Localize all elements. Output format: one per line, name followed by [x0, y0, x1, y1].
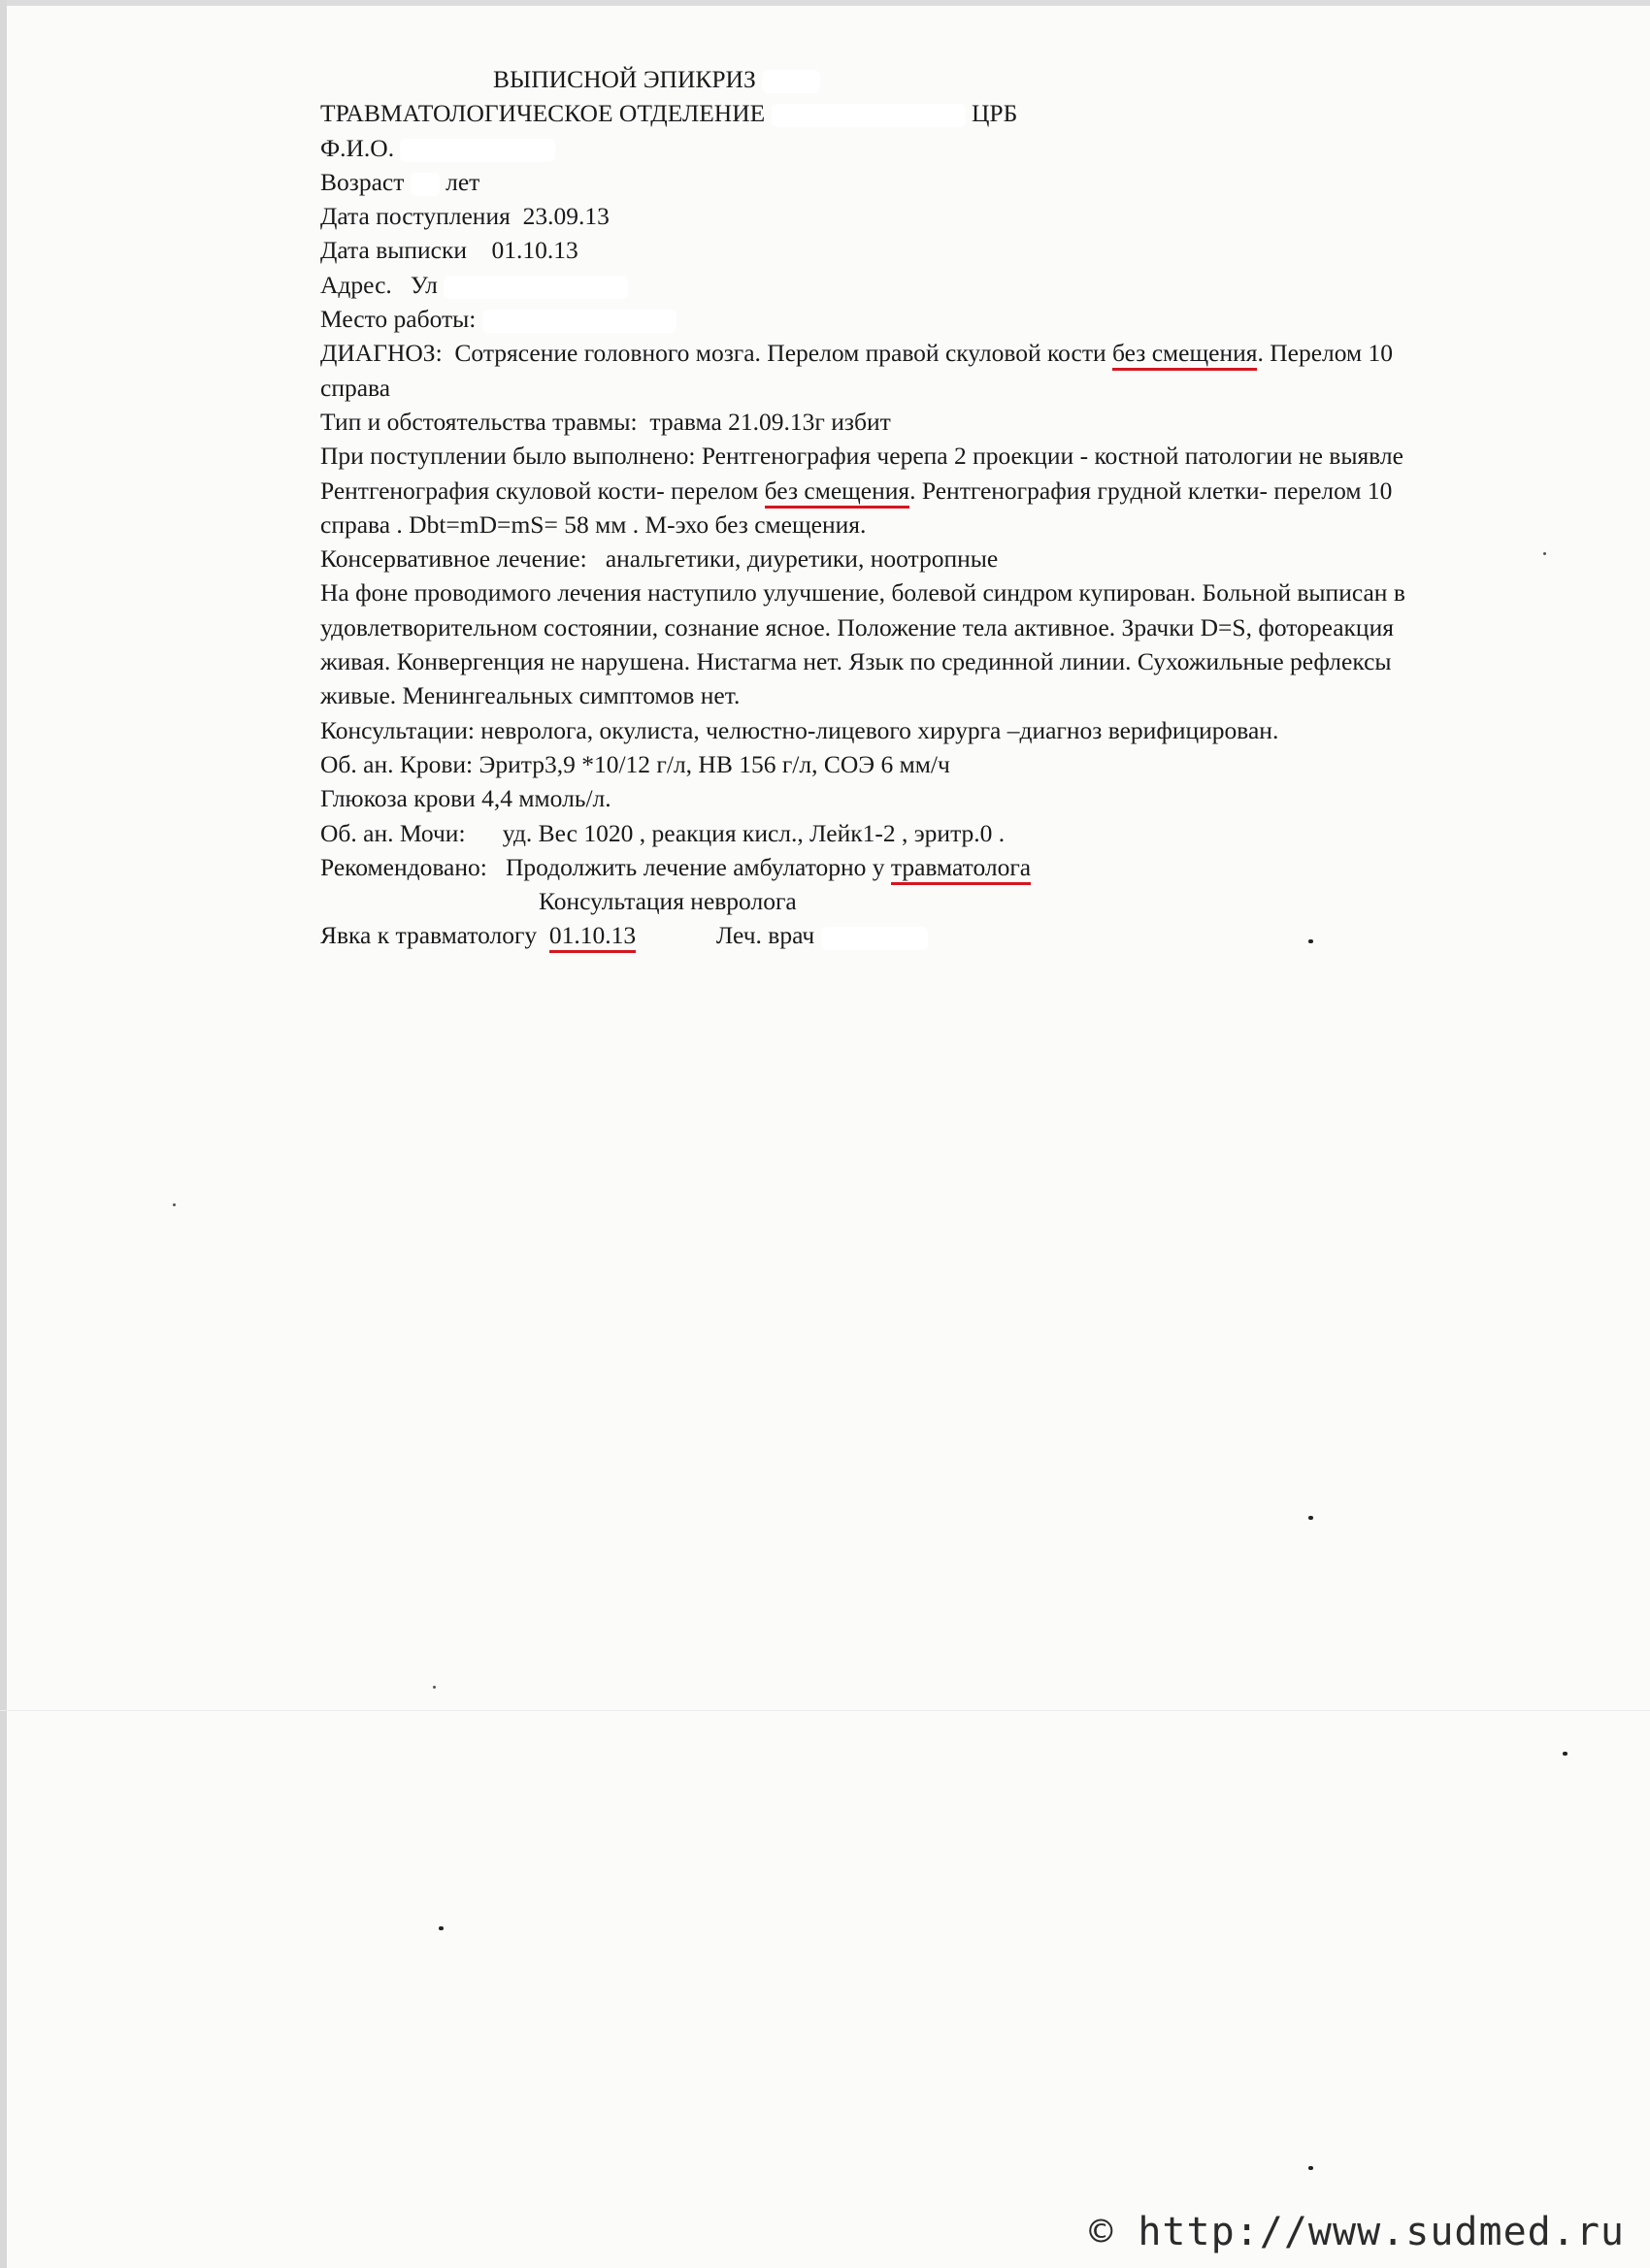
diagnosis-underlined: без смещения: [1112, 339, 1257, 371]
course-text: удовлетворительном состоянии, сознание ясное. Положение тела активное. Зрачки D=S, фотореакция: [320, 612, 1394, 641]
xray-line: [320, 474, 1611, 508]
treatment-label: Консервативное лечение:: [320, 544, 587, 574]
diagnosis-cont: справа: [320, 373, 391, 402]
doctor-label: Леч. врач: [715, 921, 815, 950]
visit-label: Явка к травматологу: [320, 921, 538, 950]
age-unit: лет: [446, 167, 480, 196]
diagnosis-label: ДИАГНОЗ:: [320, 339, 443, 368]
fio-line: [320, 131, 1611, 165]
hospital-abbr: ЦРБ: [971, 99, 1018, 128]
treatment-line: [320, 542, 1611, 575]
redaction: [400, 139, 555, 162]
diagnosis-cont-line: [320, 371, 1611, 405]
discharge-label: Дата выписки: [320, 236, 468, 265]
course-line: [320, 644, 1611, 678]
urine-label: Об. ан. Мочи:: [320, 818, 466, 847]
scan-speck: [439, 1926, 444, 1930]
injury-text: травма 21.09.13г избит: [649, 407, 891, 436]
urine-line: [320, 816, 1611, 850]
scan-speck: [1308, 939, 1313, 943]
diagnosis-line: [320, 336, 1611, 370]
address-line: [320, 268, 1611, 302]
discharge-date: 01.10.13: [491, 236, 578, 265]
scan-speck: [173, 1203, 176, 1206]
admission-label: Дата поступления: [320, 202, 511, 231]
scan-speck: [433, 1686, 436, 1689]
recommended-label: Рекомендовано:: [320, 852, 487, 881]
diagnosis-text: Сотрясение головного мозга. Перелом правой скуловой кости: [454, 339, 1106, 368]
fio-label: Ф.И.О.: [320, 133, 395, 162]
scan-speck: [1308, 2166, 1313, 2170]
paper-fold-line: [0, 1710, 1650, 1711]
course-line: [320, 575, 1611, 609]
recommended-text: Продолжить лечение амбулаторно у: [505, 852, 885, 881]
age-label: Возраст: [320, 167, 405, 196]
course-line: [320, 678, 1611, 712]
age-line: [320, 165, 1611, 199]
admission-line: [320, 199, 1611, 233]
visit-line: [320, 918, 1611, 952]
redaction: [444, 276, 628, 299]
scan-speck: [1543, 552, 1546, 555]
admission-date: 23.09.13: [522, 202, 610, 231]
admission-exams: При поступлении было выполнено: Рентгенография черепа 2 проекции - костной патологии не выявле: [320, 442, 1403, 471]
discharge-line: [320, 233, 1611, 267]
address-street-prefix: Ул: [410, 270, 438, 299]
course-text: живая. Конвергенция не нарушена. Нистагма нет. Язык по срединной линии. Сухожильные рефлексы: [320, 647, 1392, 676]
workplace-line: [320, 302, 1611, 336]
glucose-line: [320, 781, 1611, 815]
course-text: На фоне проводимого лечения наступило улучшение, болевой синдром купирован. Больной выписан в: [320, 578, 1405, 608]
address-label: Адрес.: [320, 270, 392, 299]
injury-label: Тип и обстоятельства травмы:: [320, 407, 638, 436]
urine-text: уд. Вес 1020 , реакция кисл., Лейк1-2 , эритр.0 .: [502, 818, 1006, 847]
department-name: ТРАВМАТОЛОГИЧЕСКОЕ ОТДЕЛЕНИЕ: [320, 99, 766, 128]
consult-line: [320, 713, 1611, 747]
treatment-text: анальгетики, диуретики, ноотропные: [605, 544, 999, 574]
blood-line: [320, 747, 1611, 781]
visit-date: 01.10.13: [549, 921, 636, 952]
xray-underlined: без смещения: [765, 477, 909, 509]
document-title: ВЫПИСНОЙ ЭПИКРИЗ: [493, 65, 756, 93]
redaction: [482, 310, 676, 333]
watermark: © http://www.sudmed.ru: [1089, 2210, 1625, 2254]
workplace-label: Место работы:: [320, 305, 477, 334]
scan-speck: [1308, 1516, 1313, 1520]
redaction: [821, 927, 928, 950]
discharge-summary-text: [320, 62, 1611, 953]
redaction: [762, 70, 820, 93]
recommended-text-2: Консультация невролога: [539, 887, 797, 916]
xray-text-end: . Рентгенография грудной клетки- перелом 10: [909, 476, 1393, 505]
recommended-line-2: [320, 884, 1611, 918]
document-title-line: [320, 62, 1611, 96]
scan-edge-top: [0, 0, 1650, 6]
diagnosis-text-end: . Перелом 10: [1257, 339, 1394, 368]
xray-text: Рентгенография скуловой кости- перелом: [320, 476, 759, 505]
echo-line: [320, 508, 1611, 542]
course-line: [320, 610, 1611, 644]
redaction: [411, 173, 440, 196]
injury-line: [320, 405, 1611, 439]
scan-speck: [1563, 1752, 1568, 1756]
department-line: [320, 96, 1611, 130]
blood-text: Об. ан. Крови: Эритр3,9 *10/12 г/л, HB 156 г/л, СОЭ 6 мм/ч: [320, 749, 950, 778]
recommended-underlined: травматолога: [891, 853, 1031, 885]
redaction: [772, 104, 966, 127]
recommended-line: [320, 850, 1611, 884]
consult-text: Консультации: невролога, окулиста, челюстно-лицевого хирурга –диагноз верифицирован.: [320, 715, 1279, 744]
admission-exams-line: [320, 439, 1611, 473]
echo-text: справа . Dbt=mD=mS= 58 мм . М-эхо без смещения.: [320, 509, 867, 539]
course-text: живые. Менингеальных симптомов нет.: [320, 681, 741, 710]
glucose-text: Глюкоза крови 4,4 ммоль/л.: [320, 784, 611, 813]
scan-edge-left: [0, 0, 7, 2268]
